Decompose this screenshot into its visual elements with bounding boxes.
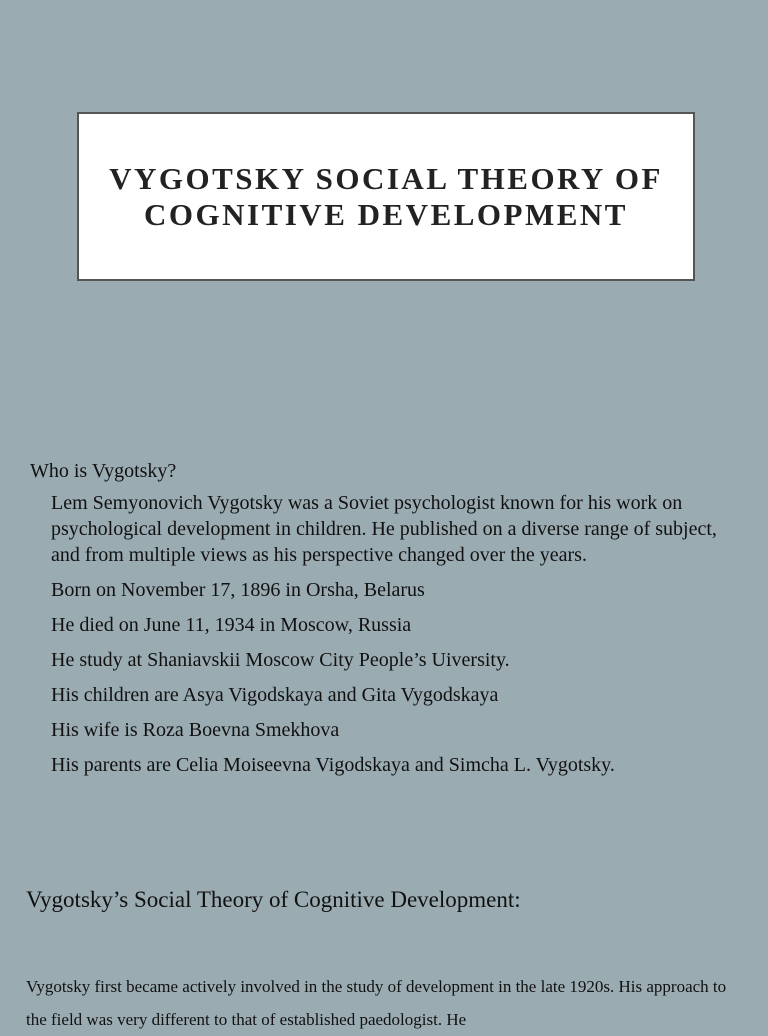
list-item: His children are Asya Vigodskaya and Gita Vygodskaya [51, 684, 499, 706]
title-line-2: COGNITIVE DEVELOPMENT [144, 196, 628, 232]
list-item: Born on November 17, 1896 in Orsha, Belarus [51, 579, 425, 601]
title-line-1: VYGOTSKY SOCIAL THEORY OF [109, 160, 663, 196]
list-item: His parents are Celia Moiseevna Vigodskaya and Simcha L. Vygotsky. [51, 754, 615, 776]
list-item: His wife is Roza Boevna Smekhova [51, 719, 340, 741]
section-paragraph: Vygotsky first became actively involved in the study of development in the late 1920s. His approach to the field was very different to that of established paedologist. He [26, 977, 727, 1029]
title-box [77, 112, 695, 281]
list-item: He study at Shaniavskii Moscow City People’s Uiversity. [51, 649, 510, 671]
intro-section [30, 458, 750, 787]
intro-heading: Who is Vygotsky? [30, 460, 177, 482]
intro-list [30, 490, 750, 778]
section-heading: Vygotsky’s Social Theory of Cognitive Development: [26, 887, 521, 912]
list-item: He died on June 11, 1934 in Moscow, Russia [51, 614, 412, 636]
document-title [99, 161, 673, 233]
list-item: Lem Semyonovich Vygotsky was a Soviet psychologist known for his work on psychological development in children. He published on a diverse range of subject, and from multiple views as his perspective changed over the years. [51, 492, 717, 566]
